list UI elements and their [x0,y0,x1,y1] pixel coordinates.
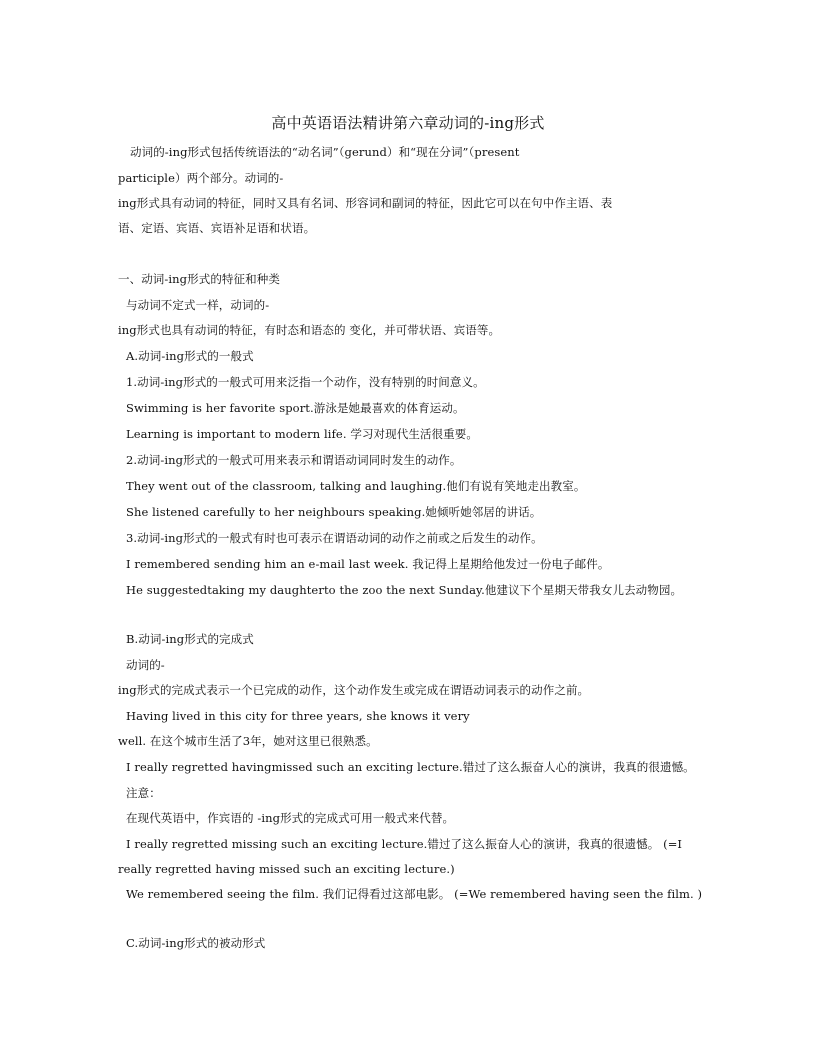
page-title: 高中英语语法精讲第六章动词的-ing形式 [271,114,545,132]
paragraph-line: ing形式的完成式表示一个已完成的动作，这个动作发生或完成在谓语动词表示的动作之前。 [118,683,590,697]
example-line: He suggestedtaking my daughterto the zoo the next Sunday.他建议下个星期天带我女儿去动物园。 [126,583,683,597]
example-line: We remembered seeing the film. 我们记得看过这部电影。 (=We remembered having seen the film. ) [126,887,703,901]
subsection-heading: B.动词-ing形式的完成式 [126,632,254,646]
example-line: She listened carefully to her neighbours speaking.她倾听她邻居的讲话。 [126,505,542,519]
paragraph-line: 3.动词-ing形式的一般式有时也可表示在谓语动词的动作之前或之后发生的动作。 [126,531,543,545]
example-line: I really regretted havingmissed such an exciting lecture.错过了这么振奋人心的演讲，我真的很遗憾。 [126,760,695,774]
example-line: Learning is important to modern life. 学习对现代生活很重要。 [126,427,478,441]
paragraph-line: 与动词不定式一样，动词的- [126,298,270,312]
example-line: Having lived in this city for three years, she knows it very [126,709,470,723]
paragraph-line: ing形式具有动词的特征，同时又具有名词、形容词和副词的特征，因此它可以在句中作主语、表 [118,196,613,210]
paragraph-line: participle）两个部分。动词的- [118,171,284,185]
example-line: well. 在这个城市生活了3年，她对这里已很熟悉。 [118,734,378,748]
note-label: 注意： [126,786,161,800]
subsection-heading: A.动词-ing形式的一般式 [126,349,254,363]
example-line: Swimming is her favorite sport.游泳是她最喜欢的体育运动。 [126,401,465,415]
paragraph-line: 语、定语、宾语、宾语补足语和状语。 [118,221,316,235]
paragraph-line: 在现代英语中，作宾语的 -ing形式的完成式可用一般式来代替。 [126,811,455,825]
example-line: I remembered sending him an e-mail last week. 我记得上星期给他发过一份电子邮件。 [126,557,610,571]
subsection-heading: C.动词-ing形式的被动形式 [126,936,266,950]
example-line: really regretted having missed such an exciting lecture.) [118,862,455,876]
paragraph-line: 1.动词-ing形式的一般式可用来泛指一个动作，没有特别的时间意义。 [126,375,485,389]
paragraph-line: 动词的-ing形式包括传统语法的“动名词”（gerund）和“现在分词”（present [130,145,520,159]
paragraph-line: ing形式也具有动词的特征，有时态和语态的 变化，并可带状语、宾语等。 [118,323,501,337]
example-line: I really regretted missing such an exciting lecture.错过了这么振奋人心的演讲，我真的很遗憾。 (=I [126,837,683,851]
paragraph-line: 动词的- [126,658,165,672]
paragraph-line: 2.动词-ing形式的一般式可用来表示和谓语动词同时发生的动作。 [126,453,462,467]
example-line: They went out of the classroom, talking and laughing.他们有说有笑地走出教室。 [126,479,586,493]
section-heading: 一、动词-ing形式的特征和种类 [118,272,280,286]
